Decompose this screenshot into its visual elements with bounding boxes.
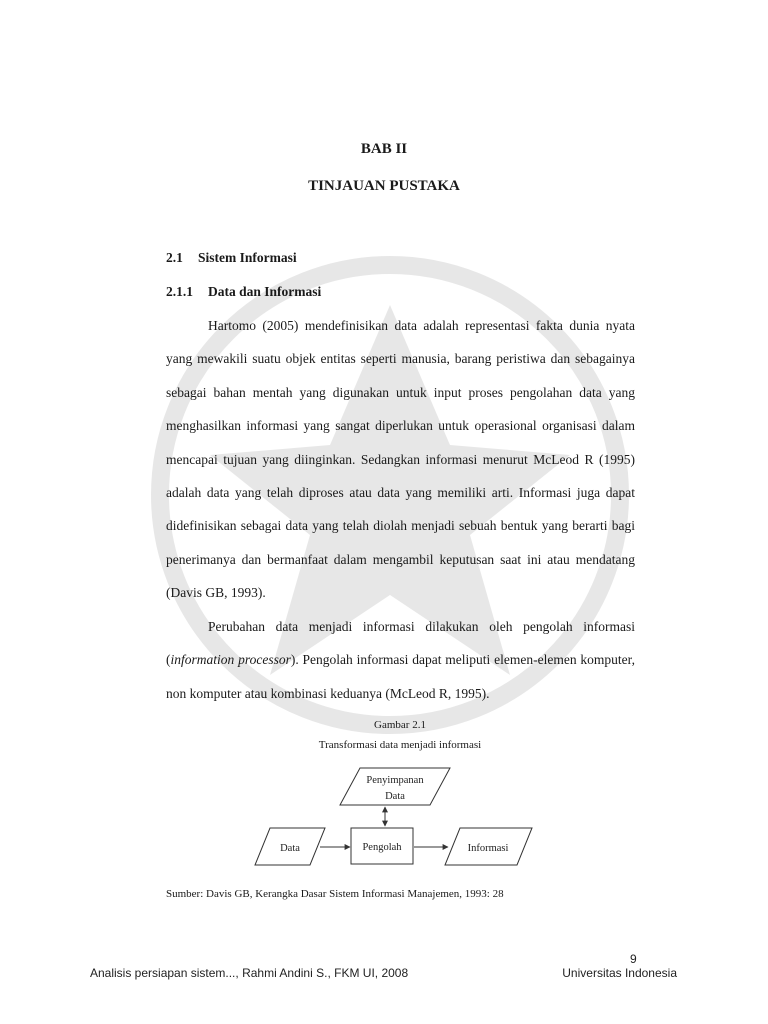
storage-label-2: Data [385, 791, 405, 802]
section-heading [166, 250, 297, 266]
paragraph-2 [166, 610, 635, 710]
footer-right: Universitas Indonesia [562, 966, 677, 980]
subsection-heading [166, 284, 321, 300]
subsection-title: Data dan Informasi [208, 284, 322, 299]
paragraph-1-text: Hartomo (2005) mendefinisikan data adalah representasi fakta dunia nyata yang mewakili suatu objek entitas seperti manusia, barang peristiwa dan sebagainya sebagai bahan mentah yang digunakan untuk input proses pengolahan data yang menghasilkan informasi yang sangat diperlukan untuk operasional organisasi dalam mencapai tujuan yang diinginkan. Sedangkan informasi menurut McLeod R (1995) adalah data yang telah diproses atau data yang memiliki arti. Informasi juga dapat didefinisikan sebagai data yang telah diolah menjadi sebuah bentuk yang berarti bagi penerimanya dan bermanfaat dalam mengambil keputusan saat ini atau mendatang (Davis GB, 1993). [166, 318, 635, 601]
paragraph-2-italic: information processor [170, 652, 291, 668]
figure-source: Sumber: Davis GB, Kerangka Dasar Sistem Informasi Manajemen, 1993: 28 [166, 888, 504, 900]
chapter-title: TINJAUAN PUSTAKA [308, 178, 460, 194]
paragraph-1 [166, 309, 635, 610]
input-data-label: Data [280, 843, 300, 854]
paragraph-2-text-after: ). Pengolah informasi dapat meliputi elemen-elemen komputer, non komputer atau kombinasi keduanya (McLeod R, 1995). [166, 652, 635, 701]
section-number: 2.1 [166, 250, 183, 265]
storage-label-1: Penyimpanan [366, 775, 424, 786]
chapter-number: BAB II [360, 141, 408, 157]
paragraph-2-text-before: Perubahan data menjadi informasi dilakukan oleh pengolah informasi ( [166, 619, 635, 668]
subsection-number: 2.1.1 [166, 284, 193, 299]
figure-label: Gambar 2.1 [374, 719, 426, 731]
data-transformation-diagram [250, 763, 540, 873]
page-number: 9 [630, 952, 637, 966]
section-title: Sistem Informasi [198, 250, 297, 265]
figure-title: Transformasi data menjadi informasi [318, 739, 482, 751]
output-information-label: Informasi [467, 843, 509, 854]
process-label: Pengolah [362, 842, 402, 853]
footer-left: Analisis persiapan sistem..., Rahmi Andini S., FKM UI, 2008 [90, 966, 409, 980]
